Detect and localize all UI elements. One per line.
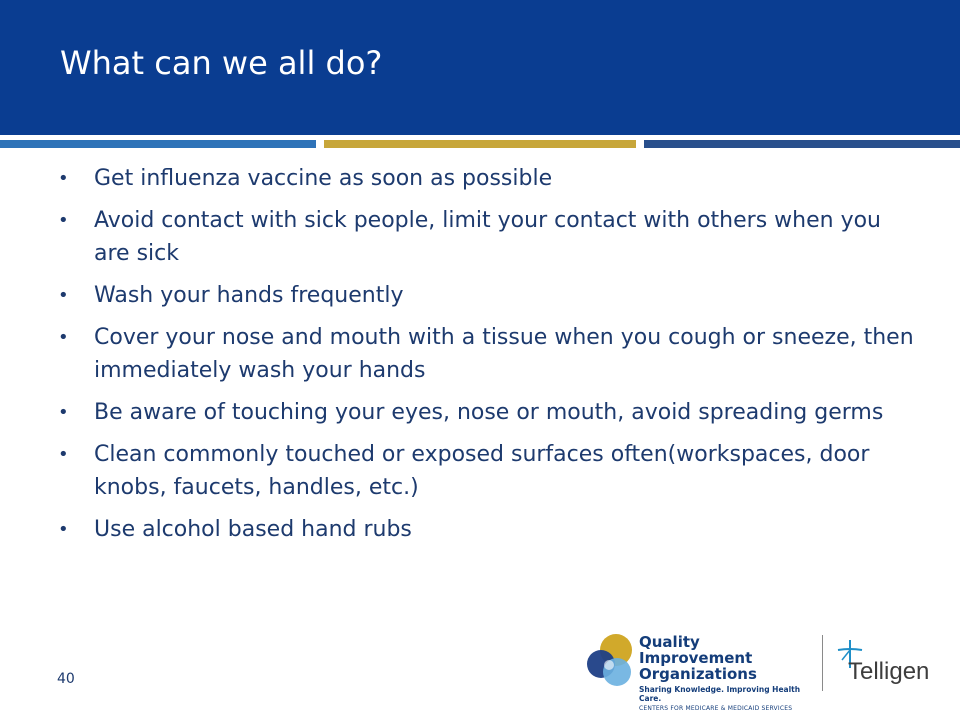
bullet-text: Be aware of touching your eyes, nose or mouth, avoid spreading germs <box>94 400 884 425</box>
bullet-text: Wash your hands frequently <box>94 283 404 308</box>
bullet-text: Get influenza vaccine as soon as possible <box>94 166 553 191</box>
bullet-text: Cover your nose and mouth with a tissue when you cough or sneeze, then immediately wash your hands <box>94 325 914 383</box>
bullet-dot-icon: • <box>58 327 69 348</box>
bullet-dot-icon: • <box>58 210 69 231</box>
bullet-item <box>58 204 918 270</box>
bullet-item <box>58 513 918 546</box>
bullet-item <box>58 321 918 387</box>
bullet-item <box>58 396 918 429</box>
bullet-item <box>58 162 918 195</box>
slide-title: What can we all do? <box>60 44 383 82</box>
bullet-item <box>58 279 918 312</box>
qio-cms-text: CENTERS FOR MEDICARE & MEDICAID SERVICES <box>639 705 793 712</box>
bullet-dot-icon: • <box>58 285 69 306</box>
bullet-text: Avoid contact with sick people, limit your contact with others when you are sick <box>94 208 881 266</box>
accent-stripe-navy <box>644 140 960 148</box>
bullet-text: Use alcohol based hand rubs <box>94 517 412 542</box>
telligen-logo <box>836 638 930 692</box>
slide-header <box>0 0 960 135</box>
bullet-dot-icon: • <box>58 519 69 540</box>
telligen-name: Telligen <box>848 658 930 685</box>
bullet-dot-icon: • <box>58 402 69 423</box>
qio-tagline: Sharing Knowledge. Improving Health Care. <box>639 685 801 703</box>
accent-stripe-gold <box>324 140 636 148</box>
bullet-dot-icon: • <box>58 444 69 465</box>
logo-divider <box>822 635 823 691</box>
bullet-dot-icon: • <box>58 168 69 189</box>
accent-stripe-blue <box>0 140 316 148</box>
bullet-list <box>58 162 918 555</box>
bullet-item <box>58 438 918 504</box>
page-number: 40 <box>57 671 75 687</box>
bullet-text: Clean commonly touched or exposed surfaces often(workspaces, door knobs, faucets, handles, etc.) <box>94 442 870 500</box>
qio-name-line2: Organizations <box>639 665 757 683</box>
qio-name-line1: Quality Improvement <box>639 633 753 667</box>
qio-circles-icon <box>585 630 637 690</box>
qio-logo <box>585 630 805 712</box>
